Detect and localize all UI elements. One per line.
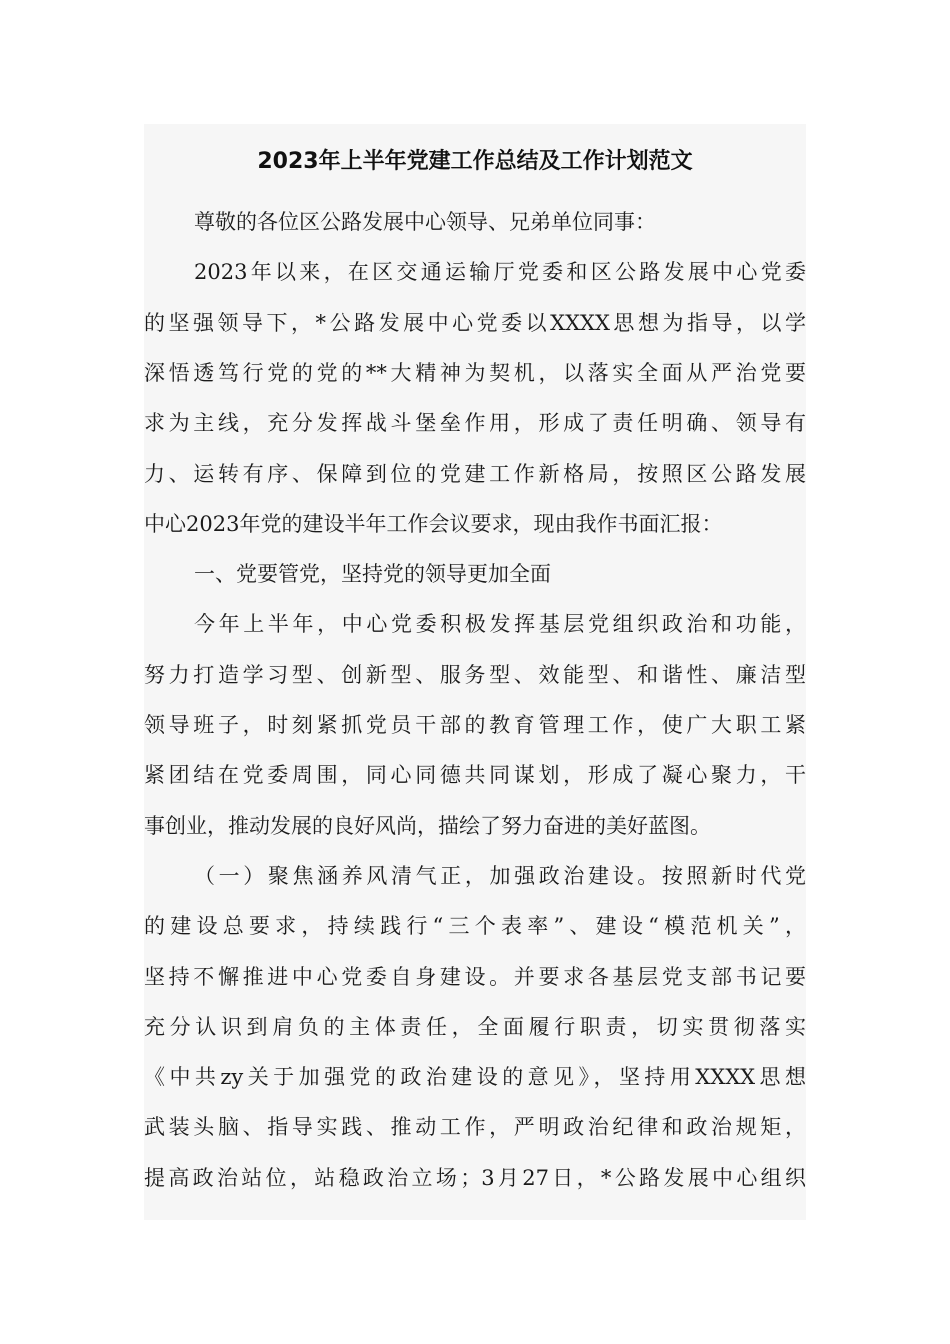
body-text-line: 领导班子，时刻紧抓党员干部的教育管理工作，使广大职工紧 <box>144 713 806 737</box>
body-text-line: 一、党要管党，坚持党的领导更加全面 <box>194 562 551 587</box>
body-text-line: 提高政治站位，站稳政治立场；3月27日，*公路发展中心组织 <box>144 1165 806 1190</box>
body-text-line: 力、运转有序、保障到位的党建工作新格局，按照区公路发展 <box>144 461 806 486</box>
body-text-line: 武装头脑、指导实践、推动工作，严明政治纪律和政治规矩， <box>144 1115 806 1140</box>
body-text-line: 坚持不懈推进中心党委自身建设。并要求各基层党支部书记要 <box>144 964 806 989</box>
body-text-line: 充分认识到肩负的主体责任，全面履行职责，切实贯彻落实 <box>144 1014 806 1039</box>
body-text-line: （一）聚焦涵养风清气正，加强政治建设。按照新时代党 <box>194 863 806 888</box>
body-text-line: 《中共zy关于加强党的政治建设的意见》，坚持用XXXX思想 <box>144 1065 806 1090</box>
body-text-line: 今年上半年，中心党委积极发挥基层党组织政治和功能， <box>194 612 806 637</box>
body-text-line: 努力打造学习型、创新型、服务型、效能型、和谐性、廉洁型 <box>144 662 806 687</box>
document-page <box>144 124 806 1220</box>
body-text-line: 的建设总要求，持续践行“三个表率”、建设“模范机关”， <box>144 914 806 939</box>
body-text-line: 求为主线，充分发挥战斗堡垒作用，形成了责任明确、领导有 <box>144 411 806 436</box>
document-title: 2023年上半年党建工作总结及工作计划范文 <box>257 149 693 174</box>
body-text-line: 2023年以来，在区交通运输厅党委和区公路发展中心党委 <box>194 260 806 285</box>
body-text-line: 事创业，推动发展的良好风尚，描绘了努力奋进的美好蓝图。 <box>144 813 711 838</box>
body-text-line: 的坚强领导下，*公路发展中心党委以XXXX思想为指导，以学 <box>144 310 806 335</box>
body-text-line: 尊敬的各位区公路发展中心领导、兄弟单位同事： <box>194 210 656 234</box>
body-text-line: 紧团结在党委周围，同心同德共同谋划，形成了凝心聚力，干 <box>144 763 806 788</box>
body-text-line: 中心2023年党的建设半年工作会议要求，现由我作书面汇报： <box>144 511 723 536</box>
body-text-line: 深悟透笃行党的党的**大精神为契机，以落实全面从严治党要 <box>144 360 806 385</box>
